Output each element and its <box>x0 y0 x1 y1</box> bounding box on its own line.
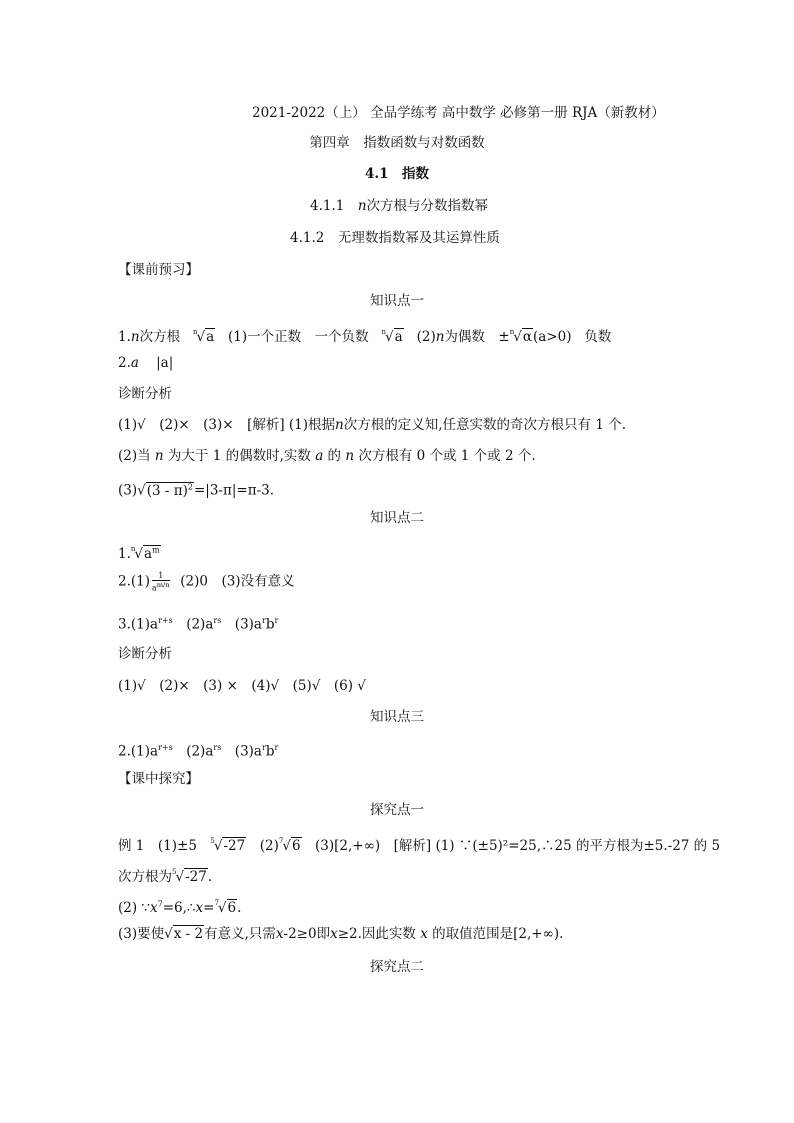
kp2-answer-3: $3.(1)a^{r+s}$ $(2)a^{rs}$ $(3)a^rb^r$ <box>118 616 279 633</box>
example-1-line-1: 例 1 (1)±5 $^5$√-27 $(2)^7√6$ (3)[2,+∞) [解析] (1) ∵(±5)²=25,∴25 的平方根为±5.-27 的 5 <box>118 837 721 854</box>
subsection-title-1: 4.1.1 n次方根与分数指数幂 <box>310 198 489 214</box>
kp1-title: 知识点一 <box>370 293 424 309</box>
nth-root-alpha: $^n$√α <box>509 328 532 345</box>
fraction: $\frac{1}{a^{m/n}}$ <box>152 571 170 593</box>
kp1-answer-2: 2.a |a| <box>118 355 174 371</box>
nth-root-a: $^n$√a <box>192 328 215 345</box>
kp1-diagnosis-2: (2)当 n 为大于 1 的偶数时,实数 a 的 n 次方根有 0 个或 1 个或 2 个. <box>118 448 536 464</box>
ep2-title: 探究点二 <box>370 959 424 975</box>
kp3-title: 知识点三 <box>370 709 424 725</box>
kp1-diagnosis-1: (1)√ (2)× (3)× [解析] (1)根据n次方根的定义知,任意实数的奇次方根只有 1 个. <box>118 417 627 433</box>
subsection-title-2: 4.1.2 无理数指数幂及其运算性质 <box>290 230 500 246</box>
chapter-title: 第四章 指数函数与对数函数 <box>309 135 485 151</box>
kp2-diagnosis-label: 诊断分析 <box>118 646 172 662</box>
kp3-answer: $2.(1)a^{r+s}$ $(2)a^{rs}$ $(3)a^rb^r$ <box>118 743 279 760</box>
ep1-title: 探究点一 <box>370 802 424 818</box>
section-title: 4.1 指数 <box>365 166 429 182</box>
kp1-diagnosis-3: (3)√(3 - π)$^2$=|3-π|=π-3. <box>118 482 275 499</box>
nth-root-a-2: $^n$√a <box>381 328 403 345</box>
kp2-answer-1: $1.^n√a^m$ <box>118 545 160 562</box>
preview-heading: 【课前预习】 <box>118 262 199 278</box>
example-1-line-2: 次方根为$^5$√-27. <box>118 868 213 885</box>
book-header: 2021-2022（上） 全品学练考 高中数学 必修第一册 RJA（新教材） <box>252 105 665 121</box>
kp2-title: 知识点二 <box>370 510 424 526</box>
kp1-answer-1: 1.n次方根 $^n$√a (1)一个正数 一个负数 $^n$√a (2)n为偶数 ±$^n$√α(a>0) 负数 <box>118 328 612 345</box>
kp2-answer-2: 2.(1) $\frac{1}{a^{m/n}}$ (2)0 (3)没有意义 <box>118 571 295 593</box>
example-1-line-3: (2) $\because x^7=6,\therefore x=^7√6$. <box>118 899 242 916</box>
explore-heading: 【课中探究】 <box>118 771 199 787</box>
kp1-diagnosis-label: 诊断分析 <box>118 386 172 402</box>
kp2-diagnosis-answers: (1)√ (2)× (3) × (4)√ (5)√ (6) √ <box>118 678 366 694</box>
example-1-line-4: (3)要使√x - 2有意义,只需x-2≥0即x≥2.因此实数 x 的取值范围是[2,+∞). <box>118 926 564 942</box>
